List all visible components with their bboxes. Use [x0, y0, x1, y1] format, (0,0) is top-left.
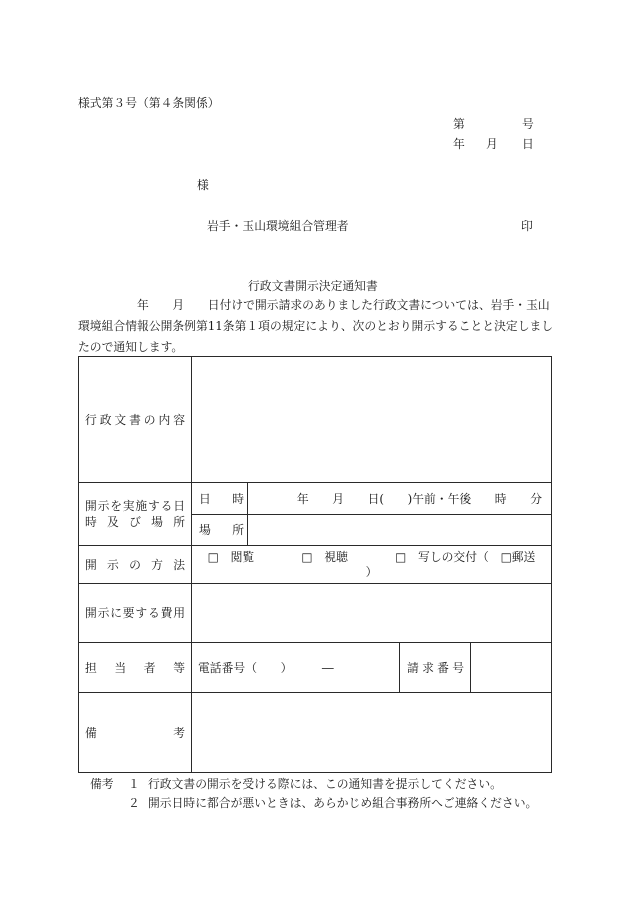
addressee-honorific: 様 [197, 178, 209, 192]
date-year: 年 [453, 137, 465, 151]
method-options-line-2: ） [365, 564, 378, 579]
date-day: 日 [522, 137, 534, 151]
doc-number-prefix: 第 [453, 117, 465, 131]
datetime-label: 日時 [199, 491, 244, 506]
contact-label-cell [79, 643, 192, 693]
cost-value-cell [192, 584, 552, 643]
request-number-label-cell [400, 643, 471, 693]
method-label: 開示の方法 [85, 557, 185, 572]
contact-label: 担当者等 [85, 660, 185, 675]
request-number-value-cell [471, 643, 552, 693]
body-line-1: 年 月 日付けで開示請求のありました行政文書については、岩手・玉山 [137, 298, 550, 312]
document-content-label: 行政文書の内容 [85, 412, 185, 427]
sender-seal: 印 [521, 219, 533, 233]
method-options-line-1: □ 閲覧 □ 視聴 □ 写しの交付（ □郵送 [207, 549, 536, 564]
phone-number: 電話番号（ ） ― [192, 643, 400, 693]
row-remarks [79, 693, 552, 773]
request-number-label: 請求番号 [407, 660, 464, 675]
datetime-label-cell [192, 483, 248, 515]
document-title: 行政文書開示決定通知書 [248, 279, 378, 293]
sender-name: 岩手・玉山環境組合管理者 [207, 219, 349, 233]
notes-label: 備考 [90, 777, 114, 791]
note-number-1: １ [128, 777, 140, 791]
remarks-label: 備考 [85, 725, 185, 740]
cost-label-cell [79, 584, 192, 643]
document-content-value-cell [192, 357, 552, 483]
place-label-cell [192, 515, 248, 546]
form-number: 様式第３号（第４条関係） [78, 96, 220, 110]
row-document-content [79, 357, 552, 483]
note-number-2: ２ [128, 796, 140, 810]
row-cost [79, 584, 552, 643]
remarks-value-cell [192, 693, 552, 773]
method-options-cell [192, 546, 552, 584]
row-method [79, 546, 552, 584]
date-month: 月 [486, 137, 498, 151]
cost-label: 開示に要する費用 [85, 606, 185, 620]
remarks-label-cell [79, 693, 192, 773]
body-line-3: たので通知します。 [78, 340, 184, 354]
method-label-cell [79, 546, 192, 584]
note-text-2: 開示日時に都合が悪いときは、あらかじめ組合事務所へご連絡ください。 [148, 796, 538, 810]
schedule-label-line-1: 開示を実施する日 [85, 499, 185, 513]
row-contact [79, 643, 552, 693]
place-label: 場所 [199, 523, 244, 537]
doc-number-suffix: 号 [522, 117, 534, 131]
note-text-1: 行政文書の開示を受ける際には、この通知書を提示してください。 [148, 777, 502, 791]
datetime-value: 年 月 日( )午前・午後 時 分 [248, 483, 552, 515]
body-line-2: 環境組合情報公開条例第11条第１項の規定により、次のとおり開示することと決定しまし [78, 319, 554, 333]
disclosure-decision-table [78, 356, 552, 773]
document-content-label-cell [79, 357, 192, 483]
place-value-cell [248, 515, 552, 546]
row-schedule-datetime [79, 483, 552, 515]
schedule-label-line-2: 時及び場所 [85, 515, 185, 529]
schedule-label-cell [79, 483, 192, 546]
